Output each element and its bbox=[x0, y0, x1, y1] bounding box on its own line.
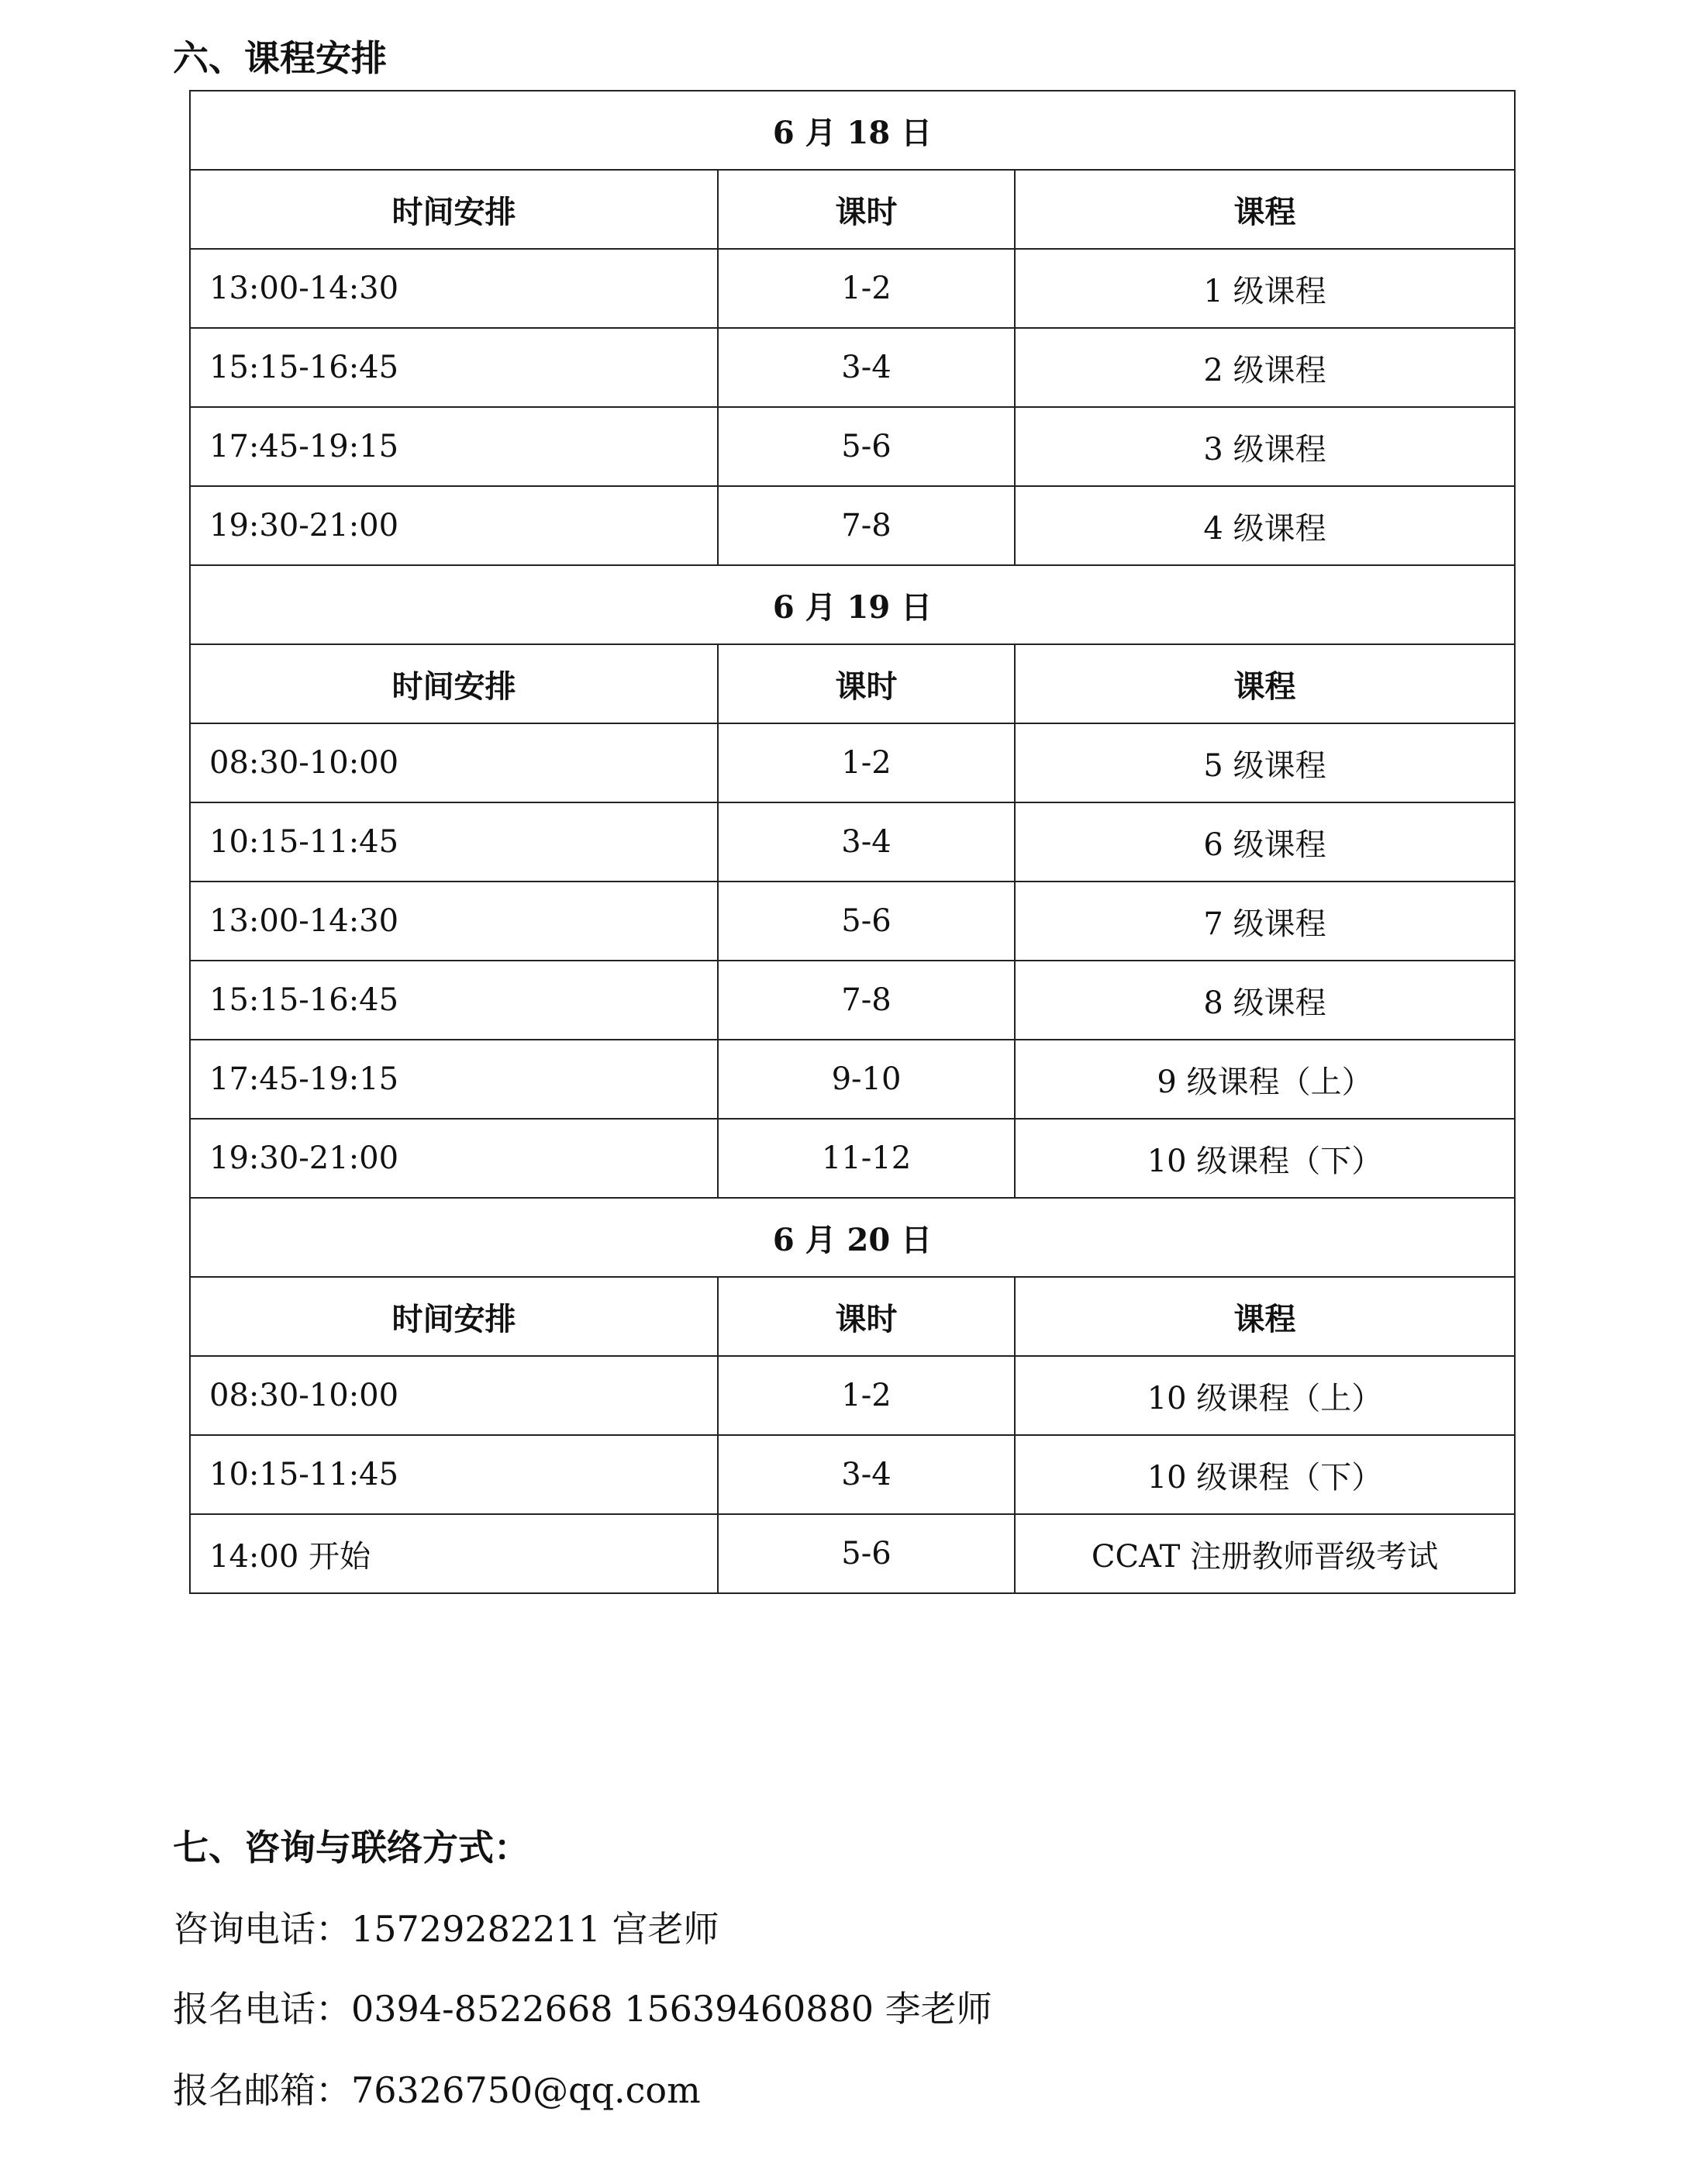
period-cell: 7-8 bbox=[718, 486, 1015, 565]
table-row bbox=[190, 486, 1515, 565]
contact-consult-phone: 咨询电话：15729282211 宫老师 bbox=[173, 1908, 719, 1950]
header-time: 时间安排 bbox=[190, 170, 718, 249]
period-cell: 5-6 bbox=[718, 882, 1015, 961]
date-cell: 6 月 20 日 bbox=[190, 1198, 1515, 1277]
period-cell: 1-2 bbox=[718, 723, 1015, 802]
date-cell: 6 月 18 日 bbox=[190, 91, 1515, 170]
course-cell: 10 级课程（下） bbox=[1015, 1435, 1515, 1514]
time-cell: 08:30-10:00 bbox=[190, 723, 718, 802]
period-cell: 1-2 bbox=[718, 1356, 1015, 1435]
time-cell: 10:15-11:45 bbox=[190, 802, 718, 882]
course-cell: 5 级课程 bbox=[1015, 723, 1515, 802]
table-row bbox=[190, 1514, 1515, 1593]
table-row bbox=[190, 1356, 1515, 1435]
course-schedule-body bbox=[190, 91, 1515, 1593]
header-course: 课程 bbox=[1015, 170, 1515, 249]
course-schedule-table bbox=[189, 90, 1516, 1594]
time-cell: 19:30-21:00 bbox=[190, 486, 718, 565]
time-cell: 14:00 开始 bbox=[190, 1514, 718, 1593]
period-cell: 1-2 bbox=[718, 249, 1015, 328]
contact-registration-phone: 报名电话：0394-8522668 15639460880 李老师 bbox=[173, 1988, 992, 2030]
header-time: 时间安排 bbox=[190, 644, 718, 723]
header-row bbox=[190, 1277, 1515, 1356]
time-cell: 13:00-14:30 bbox=[190, 882, 718, 961]
time-cell: 15:15-16:45 bbox=[190, 961, 718, 1040]
header-course: 课程 bbox=[1015, 644, 1515, 723]
header-period: 课时 bbox=[718, 644, 1015, 723]
course-cell: 9 级课程（上） bbox=[1015, 1040, 1515, 1119]
table-row bbox=[190, 961, 1515, 1040]
header-period: 课时 bbox=[718, 170, 1015, 249]
table-row bbox=[190, 723, 1515, 802]
table-row bbox=[190, 249, 1515, 328]
course-cell: 8 级课程 bbox=[1015, 961, 1515, 1040]
table-row bbox=[190, 1119, 1515, 1198]
period-cell: 9-10 bbox=[718, 1040, 1015, 1119]
course-cell: 3 级课程 bbox=[1015, 407, 1515, 486]
course-cell: 7 级课程 bbox=[1015, 882, 1515, 961]
header-time: 时间安排 bbox=[190, 1277, 718, 1356]
course-cell: 2 级课程 bbox=[1015, 328, 1515, 407]
contact-registration-email: 报名邮箱：76326750@qq.com bbox=[173, 2069, 701, 2111]
header-course: 课程 bbox=[1015, 1277, 1515, 1356]
period-cell: 3-4 bbox=[718, 802, 1015, 882]
time-cell: 17:45-19:15 bbox=[190, 407, 718, 486]
period-cell: 11-12 bbox=[718, 1119, 1015, 1198]
period-cell: 5-6 bbox=[718, 1514, 1015, 1593]
time-cell: 17:45-19:15 bbox=[190, 1040, 718, 1119]
course-cell: 10 级课程（下） bbox=[1015, 1119, 1515, 1198]
course-cell: 10 级课程（上） bbox=[1015, 1356, 1515, 1435]
time-cell: 19:30-21:00 bbox=[190, 1119, 718, 1198]
table-row bbox=[190, 802, 1515, 882]
time-cell: 08:30-10:00 bbox=[190, 1356, 718, 1435]
period-cell: 5-6 bbox=[718, 407, 1015, 486]
table-row bbox=[190, 328, 1515, 407]
date-row bbox=[190, 565, 1515, 644]
course-cell: 6 级课程 bbox=[1015, 802, 1515, 882]
time-cell: 10:15-11:45 bbox=[190, 1435, 718, 1514]
section-heading-course-schedule: 六、课程安排 bbox=[173, 37, 387, 79]
date-cell: 6 月 19 日 bbox=[190, 565, 1515, 644]
time-cell: 13:00-14:30 bbox=[190, 249, 718, 328]
period-cell: 3-4 bbox=[718, 328, 1015, 407]
course-cell: CCAT 注册教师晋级考试 bbox=[1015, 1514, 1515, 1593]
header-period: 课时 bbox=[718, 1277, 1015, 1356]
date-row bbox=[190, 91, 1515, 170]
period-cell: 3-4 bbox=[718, 1435, 1015, 1514]
course-cell: 4 级课程 bbox=[1015, 486, 1515, 565]
table-row bbox=[190, 1040, 1515, 1119]
table-row bbox=[190, 1435, 1515, 1514]
time-cell: 15:15-16:45 bbox=[190, 328, 718, 407]
table-row bbox=[190, 407, 1515, 486]
date-row bbox=[190, 1198, 1515, 1277]
period-cell: 7-8 bbox=[718, 961, 1015, 1040]
header-row bbox=[190, 644, 1515, 723]
section-heading-contact: 七、咨询与联络方式： bbox=[173, 1827, 529, 1868]
table-row bbox=[190, 882, 1515, 961]
course-cell: 1 级课程 bbox=[1015, 249, 1515, 328]
header-row bbox=[190, 170, 1515, 249]
